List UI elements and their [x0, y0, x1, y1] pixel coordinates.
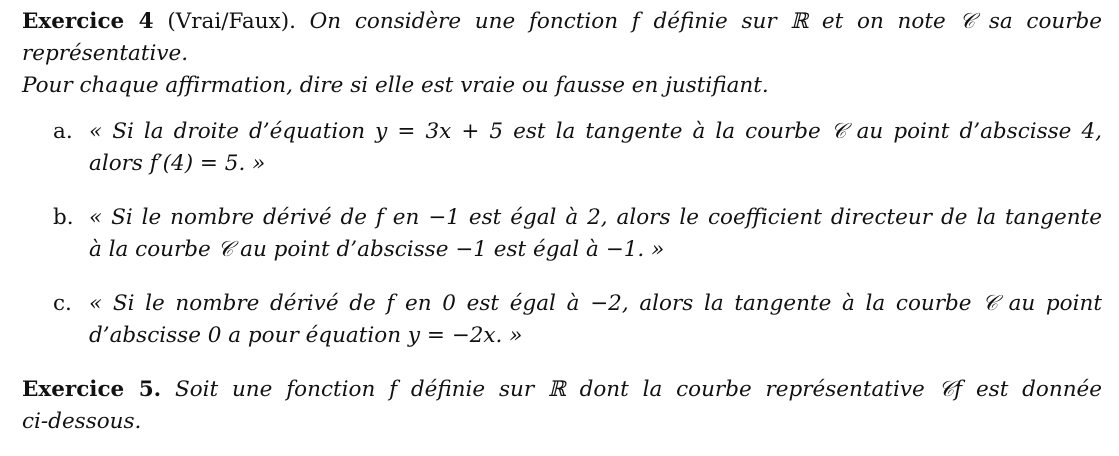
exercise-5-line-2: ci-dessous. [22, 409, 142, 434]
statement-b-line-1: « Si le nombre dérivé de f en −1 est égal à 2, alors le coefficient directeur de la tangente [89, 205, 1102, 230]
statement-c-label: c. [53, 291, 72, 316]
statement-a-label: a. [53, 119, 73, 144]
statement-b-label: b. [53, 205, 74, 230]
exercise-4-title: Exercice 4 [22, 9, 154, 34]
exercise-4-intro-text: On considère une fonction f définie sur ℝ et on note 𝒞 sa courbe [309, 9, 1102, 34]
statement-b [22, 202, 1102, 266]
statement-c-line-1: « Si le nombre dérivé de f en 0 est égal à −2, alors la tangente à la courbe 𝒞 au point [89, 291, 1102, 316]
exercise-4-intro-line-2: représentative. [22, 41, 189, 66]
exercise-4-statements [22, 116, 1102, 352]
statement-a-line-2: alors f′(4) = 5. » [89, 151, 266, 176]
exercise-5-title: Exercice 5. [22, 377, 162, 402]
exercise-5-intro [22, 374, 1102, 438]
statement-c [22, 288, 1102, 352]
statement-a [22, 116, 1102, 180]
exercise-4-intro-line-1 [22, 6, 1102, 38]
exercise-4-instruction: Pour chaque affirmation, dire si elle est vraie ou fausse en justifiant. [22, 73, 769, 98]
statement-a-line-1: « Si la droite d’équation y = 3x + 5 est la tangente à la courbe 𝒞 au point d’abscisse 4, [89, 119, 1102, 144]
exercise-5-line-1 [22, 374, 1102, 406]
exercise-4-intro [22, 6, 1102, 70]
statement-b-line-2: à la courbe 𝒞 au point d’abscisse −1 est égal à −1. » [89, 237, 665, 262]
statement-c-line-2: d’abscisse 0 a pour équation y = −2x. » [89, 323, 523, 348]
exercise-5-text: Soit une fonction f définie sur ℝ dont la courbe représentative 𝒞f est donnée [174, 377, 1102, 402]
exercise-4-tag: (Vrai/Faux). [167, 9, 296, 34]
exercise-sheet [22, 6, 1102, 438]
